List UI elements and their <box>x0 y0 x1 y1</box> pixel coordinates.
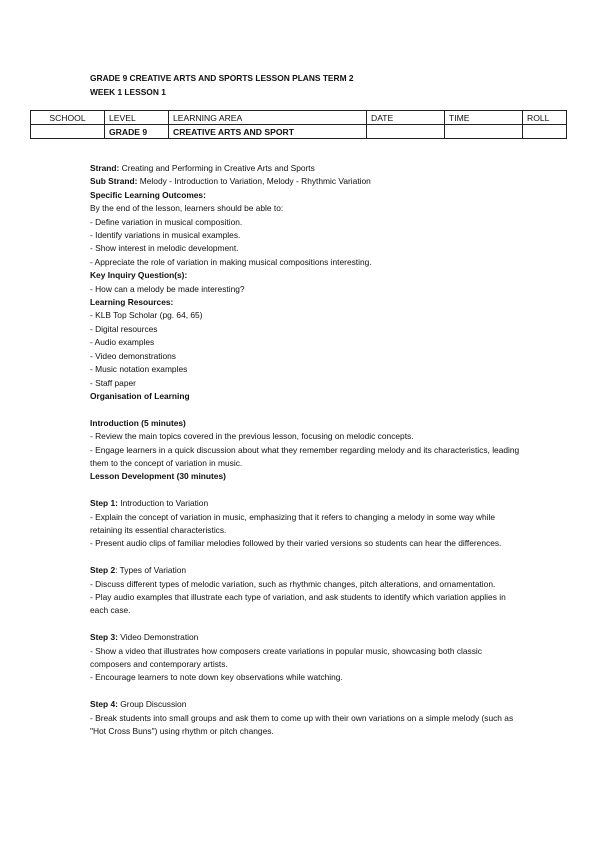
list-item: - KLB Top Scholar (pg. 64, 65) <box>90 310 203 321</box>
outcomes-intro: By the end of the lesson, learners should be able to: <box>90 203 284 214</box>
list-item: - Appreciate the role of variation in making musical compositions interesting. <box>90 256 372 267</box>
list-item: - Break students into small groups and ask them to come up with their own variations on a simple melody (such as "Hot Cross Buns") using rhythm or pitch changes. <box>90 712 514 736</box>
organisation-heading: Organisation of Learning <box>90 390 190 401</box>
list-item: - How can a melody be made interesting? <box>90 283 245 294</box>
table-header-row <box>31 111 567 125</box>
list-item: - Review the main topics covered in the previous lesson, focusing on melodic concepts. <box>90 431 414 442</box>
list-item: - Show a video that illustrates how composers create variations in popular music, showcasing both classic composers and contemporary artists. <box>90 645 482 669</box>
list-item: - Explain the concept of variation in music, emphasizing that it refers to changing a melody in some way while retaining its essential characteristics. <box>90 511 495 535</box>
column-header-roll: ROLL <box>523 111 567 125</box>
step-1-heading <box>90 497 520 510</box>
page-subtitle: WEEK 1 LESSON 1 <box>90 87 166 97</box>
step-title: : Types of Variation <box>115 565 187 576</box>
development-heading: Lesson Development (30 minutes) <box>90 471 226 482</box>
step-title: Video Demonstration <box>117 632 199 643</box>
outcomes-heading: Specific Learning Outcomes: <box>90 189 206 200</box>
list-item: - Present audio clips of familiar melodies followed by their varied versions so students can hear the differences. <box>90 538 502 549</box>
resources-heading: Learning Resources: <box>90 297 174 308</box>
lesson-body <box>90 162 520 738</box>
step-label: Step 2 <box>90 565 116 576</box>
school-cell <box>31 125 105 139</box>
date-cell <box>367 125 445 139</box>
list-item: - Show interest in melodic development. <box>90 243 239 254</box>
list-item: - Define variation in musical composition. <box>90 216 243 227</box>
time-cell <box>445 125 523 139</box>
sub-strand-value: Melody - Introduction to Variation, Melody - Rhythmic Variation <box>137 176 371 187</box>
step-title: Group Discussion <box>117 699 187 710</box>
column-header-school: SCHOOL <box>31 111 105 125</box>
page-title: GRADE 9 CREATIVE ARTS AND SPORTS LESSON PLANS TERM 2 <box>90 73 354 83</box>
column-header-time: TIME <box>445 111 523 125</box>
step-label: Step 3: <box>90 632 118 643</box>
level-cell: GRADE 9 <box>105 125 169 139</box>
list-item: - Audio examples <box>90 337 155 348</box>
list-item: - Video demonstrations <box>90 350 176 361</box>
column-header-learning-area: LEARNING AREA <box>169 111 367 125</box>
inquiry-heading: Key Inquiry Question(s): <box>90 270 188 281</box>
list-item: - Engage learners in a quick discussion about what they remember regarding melody and its characteristics, leading them to the concept of variation in music. <box>90 444 520 468</box>
step-label: Step 1: <box>90 498 118 509</box>
step-3-heading <box>90 631 520 644</box>
step-2-heading <box>90 564 520 577</box>
lesson-info-table <box>30 110 567 139</box>
sub-strand-label: Sub Strand: <box>90 176 138 187</box>
list-item: - Digital resources <box>90 323 158 334</box>
strand-label: Strand: <box>90 163 120 173</box>
step-4-heading <box>90 698 520 711</box>
learning-area-cell: CREATIVE ARTS AND SPORT <box>169 125 367 139</box>
list-item: - Identify variations in musical examples. <box>90 230 241 241</box>
strand-value: Creating and Performing in Creative Arts and Sports <box>119 163 315 173</box>
introduction-heading: Introduction (5 minutes) <box>90 417 186 428</box>
list-item: - Encourage learners to note down key observations while watching. <box>90 672 343 683</box>
roll-cell <box>523 125 567 139</box>
sub-strand-line <box>90 175 520 188</box>
strand-line <box>90 162 520 175</box>
list-item: - Staff paper <box>90 377 136 388</box>
list-item: - Discuss different types of melodic variation, such as rhythmic changes, pitch alterations, and ornamentation. <box>90 578 496 589</box>
column-header-date: DATE <box>367 111 445 125</box>
column-header-level: LEVEL <box>105 111 169 125</box>
list-item: - Play audio examples that illustrate each type of variation, and ask students to identify which variation applies in each case. <box>90 591 506 616</box>
list-item: - Music notation examples <box>90 364 188 375</box>
table-row <box>31 125 567 139</box>
step-title: Introduction to Variation <box>117 498 209 509</box>
step-label: Step 4: <box>90 699 118 710</box>
